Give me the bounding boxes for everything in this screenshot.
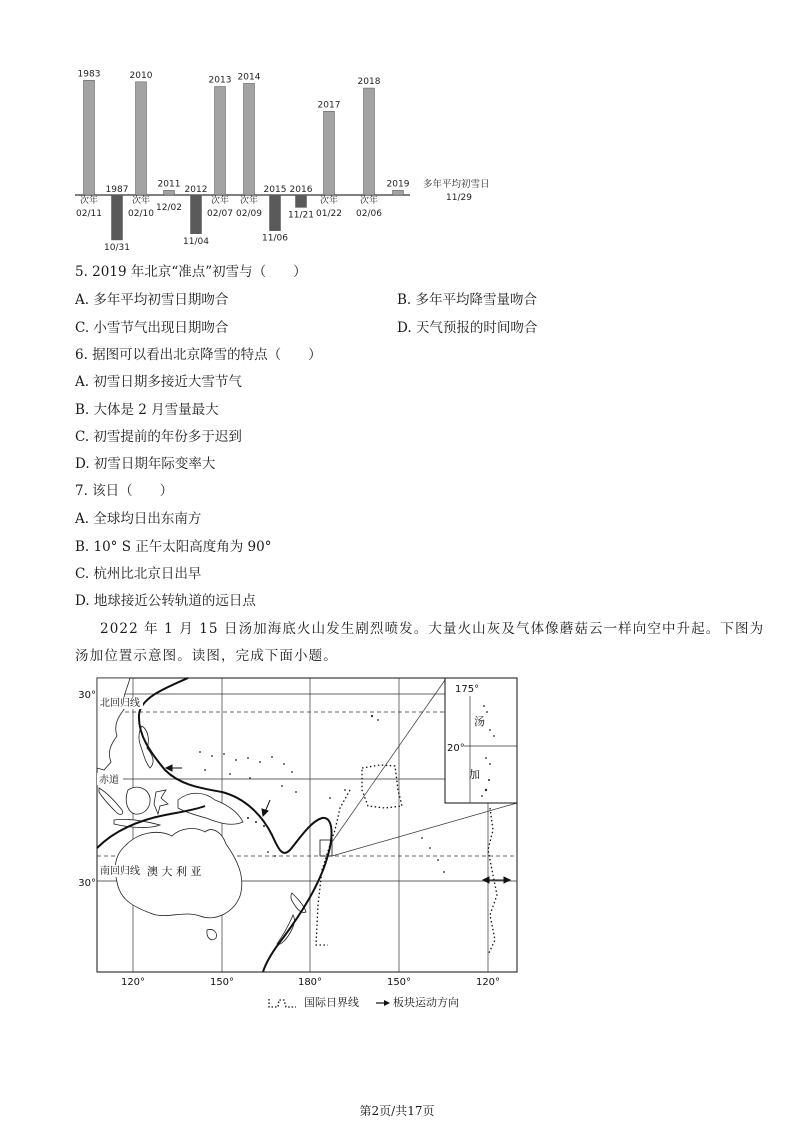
bar-date-label: 10/31 [104,242,130,253]
bar-date-label: 次年 [79,196,99,206]
question-7-option-c: C. 杭州比北京日出早 [75,566,202,582]
inset-lat-label: 20° [447,743,465,754]
tropic-of-capricorn-label: 南回归线 [100,866,140,877]
bar-date-label: 02/11 [76,209,102,219]
bar-2018 [364,88,375,195]
equator-label: 赤道 [99,775,119,786]
lon-label: 120° [475,977,501,988]
bar-date-label: 次年 [319,196,339,206]
coastline-tasmania [207,929,217,939]
lat-label-north: 30° [78,690,96,701]
bar-date-label: 02/09 [236,209,262,219]
bar-year-label: 2016 [289,185,313,195]
bar-year-label: 1987 [105,185,129,195]
bar-date-label: 次年 [210,196,230,206]
bar-date-label: 次年 [359,196,379,206]
baseline-label: 多年平均初雪日 [423,179,490,190]
lon-label: 150° [386,977,412,988]
bar-2015 [270,195,281,231]
bar-year-label: 2018 [357,77,381,88]
date-line-legend-label: 国际日界线 [304,996,359,1009]
bar-2016 [296,195,307,207]
inset-label-bottom: 加 [469,768,480,781]
inset-label-top: 汤 [474,715,485,728]
bar-date-label: 11/06 [262,233,288,244]
bar-date-label: 次年 [239,196,259,206]
passage-line-1: 2022 年 1 月 15 日汤加海底火山发生剧烈喷发。大量火山灰及气体像蘑菇云一样向空中升起。下图为 [100,621,765,637]
bar-year-label: 2010 [129,70,153,81]
question-7-stem: 7. 该日（ ） [75,483,174,499]
question-6-stem: 6. 据图可以看出北京降雪的特点（ ） [75,347,322,363]
question-5-option-b: B. 多年平均降雪量吻合 [397,292,538,308]
lon-label: 150° [209,977,235,988]
lat-label-south: 30° [78,878,96,889]
bar-2010 [136,82,147,195]
question-5-option-c: C. 小雪节气出现日期吻合 [75,320,229,336]
bar-date-label: 次年 [131,196,151,206]
bar-year-label: 2019 [386,179,410,190]
bar-date-label: 02/06 [356,209,382,219]
question-6-option-b: B. 大体是 2 月雪量最大 [75,402,219,418]
question-7-option-a: A. 全球均日出东南方 [75,511,202,527]
bar-date-label: 02/07 [207,209,233,219]
bar-1987 [112,195,123,240]
question-5-option-a: A. 多年平均初雪日期吻合 [75,292,229,308]
bar-2017 [324,111,335,195]
question-5-stem: 5. 2019 年北京“准点”初雪与（ ） [75,264,307,280]
bar-date-label: 02/10 [128,209,154,219]
bar-1983 [84,80,95,195]
inset-lon-label: 175° [455,684,480,695]
lon-label: 180° [297,977,323,988]
bar-date-label: 12/02 [156,203,182,213]
question-6-option-a: A. 初雪日期多接近大雪节气 [75,374,242,390]
plate-motion-legend-icon [374,995,392,1011]
baseline-value: 11/29 [446,193,472,203]
plate-motion-legend-label: 板块运动方向 [393,996,459,1009]
bar-year-label: 2017 [317,100,341,111]
date-line-legend-icon [266,995,300,1011]
tropic-of-cancer-label: 北回归线 [100,698,140,709]
question-6-option-d: D. 初雪日期年际变率大 [75,456,216,472]
bar-year-label: 2012 [184,185,208,195]
coastline-borneo [126,787,150,814]
question-6-option-c: C. 初雪提前的年份多于迟到 [75,429,242,445]
bar-2011 [164,190,175,195]
question-5-option-d: D. 天气预报的时间吻合 [397,320,538,336]
bar-year-label: 2013 [208,75,232,86]
page-footer: 第2页/共17页 [359,1104,435,1118]
first-snow-chart [70,60,510,260]
bar-year-label: 2015 [263,185,287,195]
bar-year-label: 2014 [237,72,261,83]
bar-year-label: 1983 [77,69,101,80]
bar-2014 [244,83,255,195]
tonga-location-map [70,670,525,990]
question-7-option-b: B. 10° S 正午太阳高度角为 90° [75,539,272,555]
question-7-option-d: D. 地球接近公转轨道的远日点 [75,593,256,609]
bar-date-label: 11/21 [288,210,314,221]
bar-2019 [393,190,404,195]
bar-year-label: 2011 [157,179,181,190]
australia-label: 澳 大 利 亚 [147,865,202,878]
bar-date-label: 11/04 [183,236,209,247]
lon-label: 120° [120,977,146,988]
bar-2012 [191,195,202,234]
passage-line-2: 汤加位置示意图。读图，完成下面小题。 [75,648,338,664]
bar-2013 [215,87,226,196]
bar-date-label: 01/22 [316,209,342,219]
tonga-inset [445,678,517,803]
